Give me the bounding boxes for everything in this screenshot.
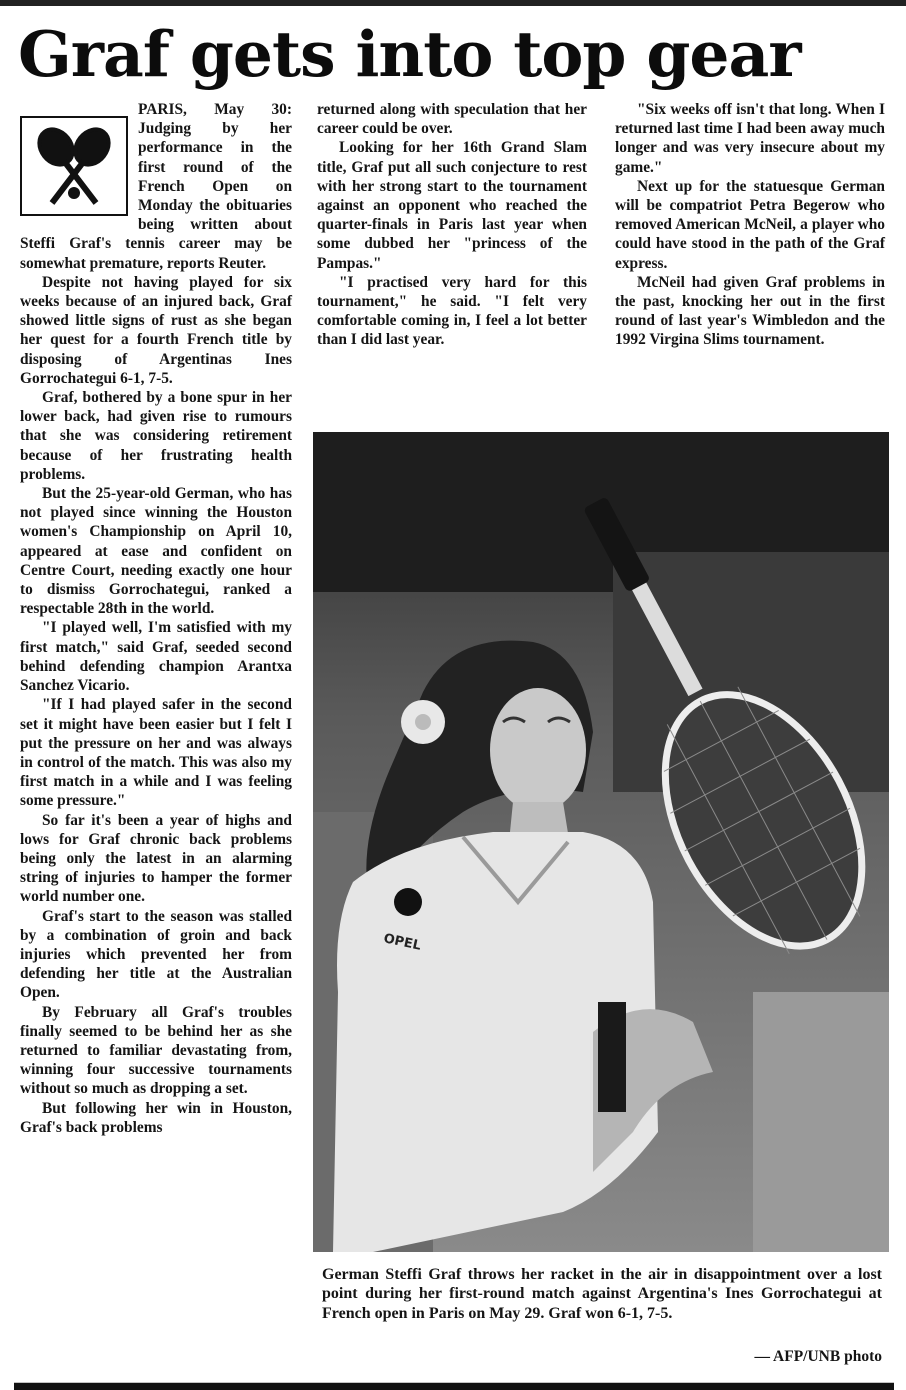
paragraph: By February all Graf's troubles finally seemed to be behind her as she returned to familiar devastating from, winning four successive tournaments without so much as dropping a set. — [20, 1003, 292, 1098]
top-rule — [0, 0, 906, 6]
news-photo — [313, 432, 889, 1252]
paragraph: So far it's been a year of highs and lows for Graf chronic back problems being only the latest in an alarming string of injuries to hamper the former world number one. — [20, 811, 292, 906]
article-column-1 — [20, 100, 292, 1137]
photo-credit: — AFP/UNB photo — [754, 1348, 882, 1365]
headline: Graf gets into top gear — [18, 17, 801, 91]
dateline: PARIS, May 30: — [138, 101, 292, 118]
paragraph: Despite not having played for six weeks because of an injured back, Graf showed little signs of rust as she began her quest for a fourth French title by disposing of Argentinas Ines Gorrochategui 6-1, 7-5. — [20, 273, 292, 387]
paragraph: Judging by her performance in the first round of the French Open on Monday the obituaries being written about Steffi Graf's tennis career may be somewhat premature, reports Reuter. — [20, 120, 292, 272]
next-headline-fragment — [14, 1378, 894, 1390]
paragraph: McNeil had given Graf problems in the past, knocking her out in the first round of last year's Wimbledon and the 1992 Virgina Slims tournament. — [615, 273, 885, 349]
paragraph: Graf's start to the season was stalled by a combination of groin and back injuries which prevented her from defending her title at the Australian Open. — [20, 907, 292, 1002]
paragraph: Graf, bothered by a bone spur in her lower back, had given rise to rumours that she was considering retirement because of her frustrating health problems. — [20, 389, 292, 483]
article-column-2 — [317, 100, 587, 350]
paragraph: returned along with speculation that her career could be over. — [317, 101, 587, 138]
photo-caption: German Steffi Graf throws her racket in the air in disappointment over a lost point during her first-round match against Argentina's Ines Gorrochategui at French open in Paris on May 29. Graf won 6-1, 7-5. — [322, 1266, 882, 1322]
paragraph: Looking for her 16th Grand Slam title, Graf put all such conjecture to rest with her strong start to the tournament against an opponent who reached the quarter-finals in Paris last year when some dubbed her "princess of the Pampas." — [317, 139, 587, 272]
paragraph: "I practised very hard for this tournament," he said. "I felt very comfortable coming in, I feel a lot better than I did last year. — [317, 273, 587, 349]
shirt-logo-text: OPEL — [382, 931, 423, 954]
paragraph: But the 25-year-old German, who has not played since winning the Houston women's Championship on April 10, appeared at ease and confident on Centre Court, needing exactly one hour to dismiss Gorrochategui, ranked a respectable 28th in the world. — [20, 485, 292, 618]
article-column-3 — [615, 100, 885, 350]
paragraph: Next up for the statuesque German will be compatriot Petra Begerow who removed American McNeil, a player who could have stood in the path of the Graf express. — [615, 177, 885, 272]
paragraph: But following her win in Houston, Graf's back problems — [20, 1099, 292, 1136]
crossed-tennis-rackets-icon — [20, 116, 128, 216]
paragraph: "I played well, I'm satisfied with my first match," said Graf, seeded second behind defending champion Arantxa Sanchez Vicario. — [20, 619, 292, 695]
paragraph: "If I had played safer in the second set it might have been easier but I felt I put the pressure on her and was always in control of the match. This was also my first match in a while and I was feeling some pressure." — [20, 696, 292, 810]
paragraph: "Six weeks off isn't that long. When I returned last time I had been away much longer and was very insecure about my game." — [615, 101, 885, 176]
